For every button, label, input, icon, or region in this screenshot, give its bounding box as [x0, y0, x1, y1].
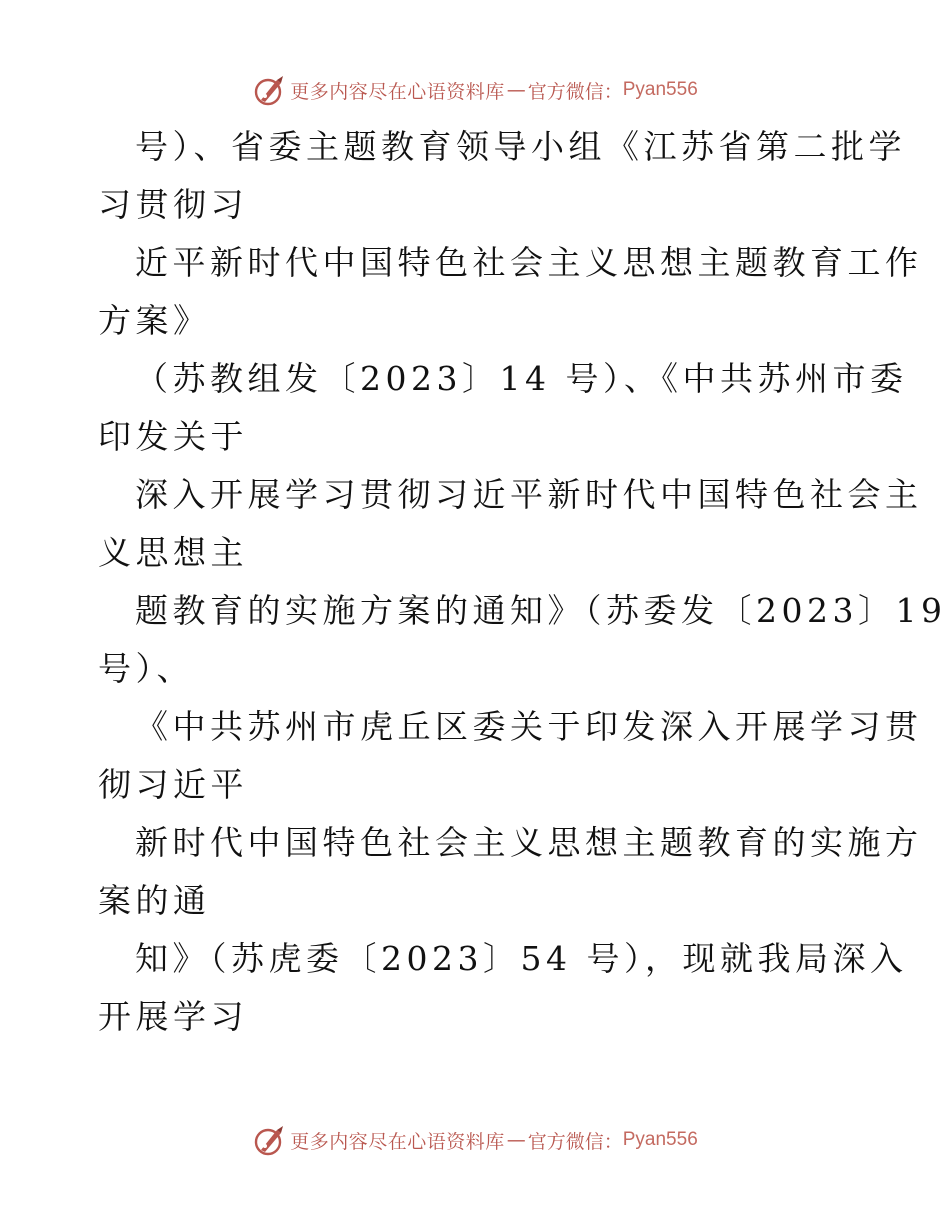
document-body: [98, 118, 947, 1046]
watermark-text: 更多内容尽在心语资料库: [290, 1130, 505, 1153]
text-line: 号）、省委主题教育领导小组《江苏省第二批学: [135, 127, 906, 166]
wechat-id: Pyan556: [622, 79, 698, 100]
text-line: 习贯彻习: [98, 185, 248, 224]
quill-pen-logo-icon: [252, 1123, 286, 1157]
wechat-label: 官方微信：: [527, 80, 623, 103]
footer-watermark-banner: [0, 1120, 950, 1160]
text-line: 印发关于: [98, 417, 248, 456]
header-watermark-banner: [0, 70, 950, 110]
text-line: 《中共苏州市虎丘区委关于印发深入开展学习贯: [135, 707, 923, 746]
watermark-dash: —: [506, 79, 526, 101]
wechat-id: Pyan556: [622, 1129, 698, 1150]
text-line: 方案》: [98, 301, 211, 340]
text-line: 近平新时代中国特色社会主义思想主题教育工作: [135, 243, 923, 282]
text-line: 案的通: [98, 881, 211, 920]
text-line: 彻习近平: [98, 765, 248, 804]
watermark-dash: —: [506, 1129, 526, 1151]
text-line: （苏教组发〔2023〕14 号）、《中共苏州市委: [135, 359, 908, 398]
text-line: 号）、: [98, 649, 194, 688]
text-line: 新时代中国特色社会主义思想主题教育的实施方: [135, 823, 923, 862]
text-line: 开展学习: [98, 997, 248, 1036]
text-line: 知》（苏虎委〔2023〕54 号），现就我局深入: [135, 939, 908, 978]
text-line: 题教育的实施方案的通知》（苏委发〔2023〕19: [135, 591, 947, 630]
quill-pen-logo-icon: [252, 73, 286, 107]
text-line: 深入开展学习贯彻习近平新时代中国特色社会主: [135, 475, 923, 514]
watermark-text: 更多内容尽在心语资料库: [290, 80, 505, 103]
text-line: 义思想主: [98, 533, 248, 572]
wechat-label: 官方微信：: [527, 1130, 623, 1153]
